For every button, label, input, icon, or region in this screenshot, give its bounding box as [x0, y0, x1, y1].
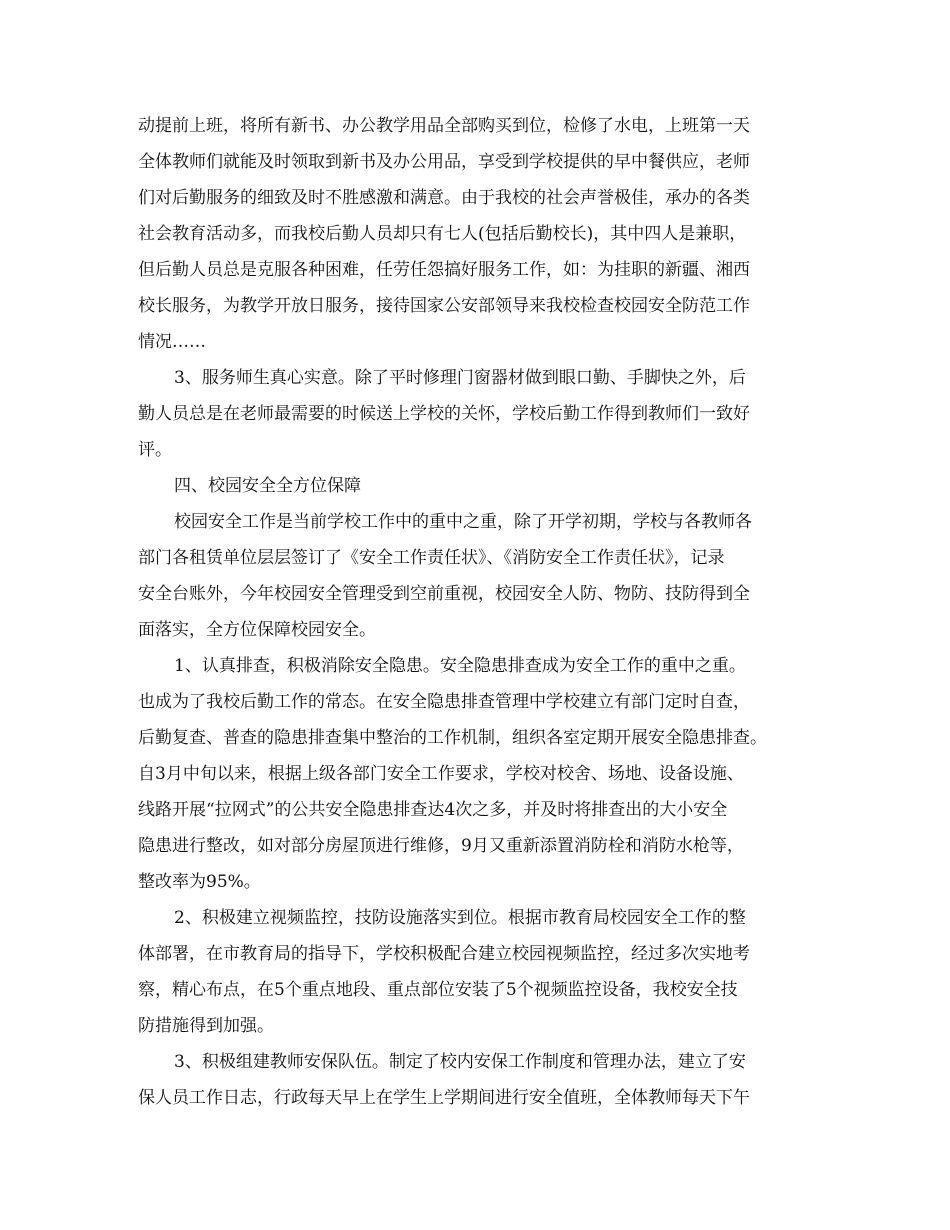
text-line: 评。 [138, 440, 172, 460]
text-line: 保人员工作日志，行政每天早上在学生上学期间进行安全值班，全体教师每天下午 [138, 1088, 750, 1108]
text-line: 体部署，在市教育局的指导下，学校积极配合建立校园视频监控，经过多次实地考 [138, 944, 750, 964]
text-line: 隐患进行整改，如对部分房屋顶进行维修，9月又重新添置消防栓和消防水枪等， [138, 836, 744, 856]
text-line: 防措施得到加强。 [138, 1016, 274, 1036]
paragraph-first-line: 2、积极建立视频监控，技防设施落实到位。根据市教育局校园安全工作的整 [174, 908, 746, 928]
text-line: 但后勤人员总是克服各种困难，任劳任怨搞好服务工作，如：为挂职的新疆、湘西 [138, 260, 750, 280]
text-line: 校长服务，为教学开放日服务，接待国家公安部领导来我校检查校园安全防范工作 [138, 296, 750, 316]
paragraph-first-line: 3、积极组建教师安保队伍。制定了校内安保工作制度和管理办法，建立了安 [174, 1052, 746, 1072]
text-line: 社会教育活动多，而我校后勤人员却只有七人(包括后勤校长)，其中四人是兼职， [138, 224, 747, 244]
text-line: 勤人员总是在老师最需要的时候送上学校的关怀，学校后勤工作得到教师们一致好 [138, 404, 750, 424]
text-line: 动提前上班，将所有新书、办公教学用品全部购买到位，检修了水电，上班第一天 [138, 116, 750, 136]
paragraph-first-line: 1、认真排查，积极消除安全隐患。安全隐患排查成为安全工作的重中之重。 [174, 656, 746, 676]
body-text [138, 108, 828, 1116]
text-line: 安全台账外，今年校园安全管理受到空前重视，校园安全人防、物防、技防得到全 [138, 584, 750, 604]
text-line: 整改率为95%。 [138, 872, 261, 892]
text-line: 自3月中旬以来，根据上级各部门安全工作要求，学校对校舍、场地、设备设施、 [138, 764, 744, 784]
text-line: 察，精心布点，在5个重点地段、重点部位安装了5个视频监控设备，我校安全技 [138, 980, 738, 1000]
text-line: 情况…… [138, 332, 206, 352]
text-line: 们对后勤服务的细致及时不胜感激和满意。由于我校的社会声誉极佳，承办的各类 [138, 188, 750, 208]
paragraph-first-line: 四、校园安全全方位保障 [174, 476, 361, 496]
text-line: 线路开展“拉网式”的公共安全隐患排查达4次之多，并及时将排查出的大小安全 [138, 800, 728, 820]
paragraph-first-line: 3、服务师生真心实意。除了平时修理门窗器材做到眼口勤、手脚快之外，后 [174, 368, 746, 388]
text-line: 后勤复查、普查的隐患排查集中整治的工作机制，组织各室定期开展安全隐患排查。 [138, 728, 767, 748]
text-line: 全体教师们就能及时领取到新书及办公用品，享受到学校提供的早中餐供应，老师 [138, 152, 750, 172]
text-line: 面落实，全方位保障校园安全。 [138, 620, 376, 640]
text-line: 部门各租赁单位层层签订了《安全工作责任状》、《消防安全工作责任状》，记录 [138, 548, 725, 568]
text-line: 也成为了我校后勤工作的常态。在安全隐患排查管理中学校建立有部门定时自查， [138, 692, 750, 712]
paragraph-first-line: 校园安全工作是当前学校工作中的重中之重，除了开学初期，学校与各教师各 [174, 512, 752, 532]
